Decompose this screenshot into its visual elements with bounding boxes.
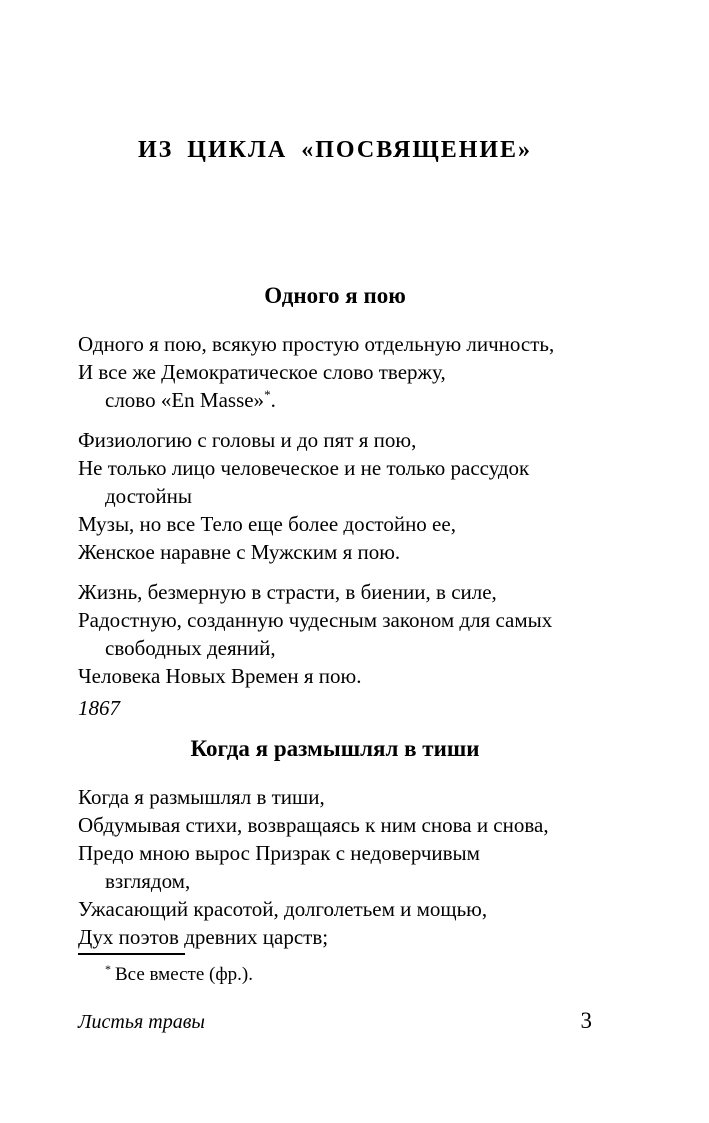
poem-line: Физиологию с головы и до пят я пою, xyxy=(78,428,417,452)
stanza xyxy=(78,330,592,414)
poem-line: Музы, но все Тело еще более достойно ее, xyxy=(78,512,456,536)
footnote-rule xyxy=(78,953,185,955)
poem-line: Не только лицо человеческое и не только рассудок xyxy=(78,456,530,480)
poem-line: Человека Новых Времен я пою. xyxy=(78,664,362,688)
poem-line: Обдумывая стихи, возвращаясь к ним снова и снова, xyxy=(78,813,549,837)
poem-line: достойны xyxy=(105,484,193,508)
footnote-marker: * xyxy=(105,961,111,976)
poem-one-body xyxy=(78,330,592,690)
poem-two xyxy=(78,736,592,951)
poem-line: слово «En Masse»*. xyxy=(105,387,276,412)
poem-line: Предо мною вырос Призрак с недоверчивым xyxy=(78,841,480,865)
poem-one xyxy=(78,283,592,722)
poem-line: Женское наравне с Мужским я пою. xyxy=(78,540,401,564)
poem-two-title: Когда я размышлял в тиши xyxy=(190,736,480,761)
stanza xyxy=(78,426,592,566)
stanza xyxy=(78,578,592,690)
poem-one-title: Одного я пою xyxy=(264,283,406,308)
poem-line: Ужасающий красотой, долголетьем и мощью, xyxy=(78,897,488,921)
poem-one-date: 1867 xyxy=(78,696,120,720)
section-header: ИЗ ЦИКЛА «ПОСВЯЩЕНИЕ» xyxy=(137,137,533,163)
poem-line: Жизнь, безмерную в страсти, в биении, в силе, xyxy=(78,580,497,604)
poem-line: свободных деяний, xyxy=(105,636,276,660)
footnote-body: Все вместе (фр.). xyxy=(115,964,253,985)
poem-line: Когда я размышлял в тиши, xyxy=(78,785,325,809)
poem-two-body xyxy=(78,783,592,951)
page-footer xyxy=(78,1008,592,1034)
footnote-text xyxy=(78,963,592,987)
poem-line: Дух поэтов древних царств; xyxy=(78,925,329,949)
footnote xyxy=(78,953,592,987)
poem-line: И все же Демократическое слово твержу, xyxy=(78,360,446,384)
poem-line: взглядом, xyxy=(105,869,191,893)
page-number: 3 xyxy=(580,1008,592,1033)
running-title: Листья травы xyxy=(78,1011,205,1033)
stanza xyxy=(78,783,592,951)
poem-line: Одного я пою, всякую простую отдельную личность, xyxy=(78,332,555,356)
footnote-reference: * xyxy=(264,387,271,402)
poem-line: Радостную, созданную чудесным законом для самых xyxy=(78,608,553,632)
